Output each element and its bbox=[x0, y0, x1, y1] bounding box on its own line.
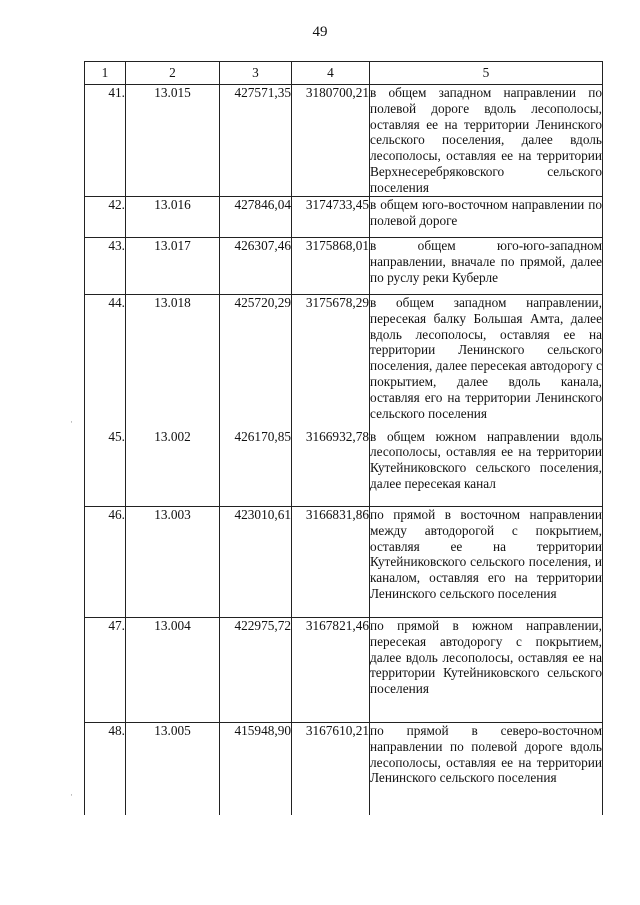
point-id: 13.015 bbox=[126, 85, 220, 197]
route-description: в общем юго-юго-западном направлении, вначале по прямой, далее по руслу реки Куберле bbox=[370, 238, 603, 295]
coord-x: 426170,85 bbox=[220, 429, 292, 507]
route-description: по прямой в северо-восточном направлении по полевой дороге вдоль лесополосы, оставляя ее на территории Ленинского сельского поселения bbox=[370, 723, 603, 815]
table-row bbox=[85, 295, 603, 429]
point-id: 13.017 bbox=[126, 238, 220, 295]
header-col-1: 1 bbox=[85, 62, 126, 85]
table-header-row bbox=[85, 62, 603, 85]
point-id: 13.002 bbox=[126, 429, 220, 507]
header-col-3: 3 bbox=[220, 62, 292, 85]
boundary-points-table bbox=[84, 61, 603, 815]
route-description: по прямой в южном направлении, пересекая автодорогу с покрытием, далее вдоль лесополосы, оставляя ее на территории Кутейниковского сельского поселения bbox=[370, 618, 603, 723]
route-description: в общем южном направлении вдоль лесополосы, оставляя ее на территории Кутейниковского сельского поселения, далее пересекая канал bbox=[370, 429, 603, 507]
route-description: в общем западном направлении по полевой дороге вдоль лесополосы, оставляя ее на территории Ленинского сельского поселения, далее вдоль лесополосы, оставляя ее на территории Верхнесеребряковского сельского поселения bbox=[370, 85, 602, 195]
table-row bbox=[85, 238, 603, 295]
route-description: в общем юго-восточном направлении по полевой дороге bbox=[370, 197, 603, 238]
route-description: по прямой в восточном направлении между автодорогой с покрытием, оставляя ее на территории Кутейниковского сельского поселения, и каналом, оставляя его на территории Ленинского сельского поселения bbox=[370, 507, 603, 618]
route-description: в общем западном направлении, пересекая балку Большая Амта, далее вдоль лесополосы, оставляя ее на территории Ленинского сельского поселения, далее пересекая автодорогу с покрытием, далее вдоль канала, оставляя его на территории Ленинского сельского поселения bbox=[370, 295, 603, 429]
coord-x: 426307,46 bbox=[220, 238, 292, 295]
coord-y: 3175678,29 bbox=[292, 295, 370, 429]
coord-y: 3166932,78 bbox=[292, 429, 370, 507]
point-id: 13.004 bbox=[126, 618, 220, 723]
row-number: 42. bbox=[85, 197, 126, 238]
header-col-5: 5 bbox=[370, 62, 603, 85]
coord-y: 3167610,21 bbox=[292, 723, 370, 815]
coord-x: 425720,29 bbox=[220, 295, 292, 429]
row-number: 48. bbox=[85, 723, 126, 815]
coord-y: 3180700,21 bbox=[292, 85, 370, 197]
header-col-2: 2 bbox=[126, 62, 220, 85]
point-id: 13.018 bbox=[126, 295, 220, 429]
row-number: 47. bbox=[85, 618, 126, 723]
scan-speck: · bbox=[70, 790, 73, 800]
scan-speck: · bbox=[70, 417, 73, 427]
coord-x: 427846,04 bbox=[220, 197, 292, 238]
table-row bbox=[85, 723, 603, 815]
page-number: 49 bbox=[312, 24, 328, 40]
table-row bbox=[85, 429, 603, 507]
row-number: 41. bbox=[85, 85, 126, 197]
coord-y: 3175868,01 bbox=[292, 238, 370, 295]
coord-y: 3174733,45 bbox=[292, 197, 370, 238]
row-number: 44. bbox=[85, 295, 126, 429]
header-col-4: 4 bbox=[292, 62, 370, 85]
row-number: 46. bbox=[85, 507, 126, 618]
table-row bbox=[85, 85, 603, 197]
coord-y: 3167821,46 bbox=[292, 618, 370, 723]
point-id: 13.003 bbox=[126, 507, 220, 618]
table-row bbox=[85, 507, 603, 618]
coord-x: 427571,35 bbox=[220, 85, 292, 197]
row-number: 43. bbox=[85, 238, 126, 295]
coord-x: 423010,61 bbox=[220, 507, 292, 618]
point-id: 13.005 bbox=[126, 723, 220, 815]
row-number: 45. bbox=[85, 429, 126, 507]
table-row bbox=[85, 197, 603, 238]
coord-y: 3166831,86 bbox=[292, 507, 370, 618]
point-id: 13.016 bbox=[126, 197, 220, 238]
coord-x: 415948,90 bbox=[220, 723, 292, 815]
table-row bbox=[85, 618, 603, 723]
coord-x: 422975,72 bbox=[220, 618, 292, 723]
